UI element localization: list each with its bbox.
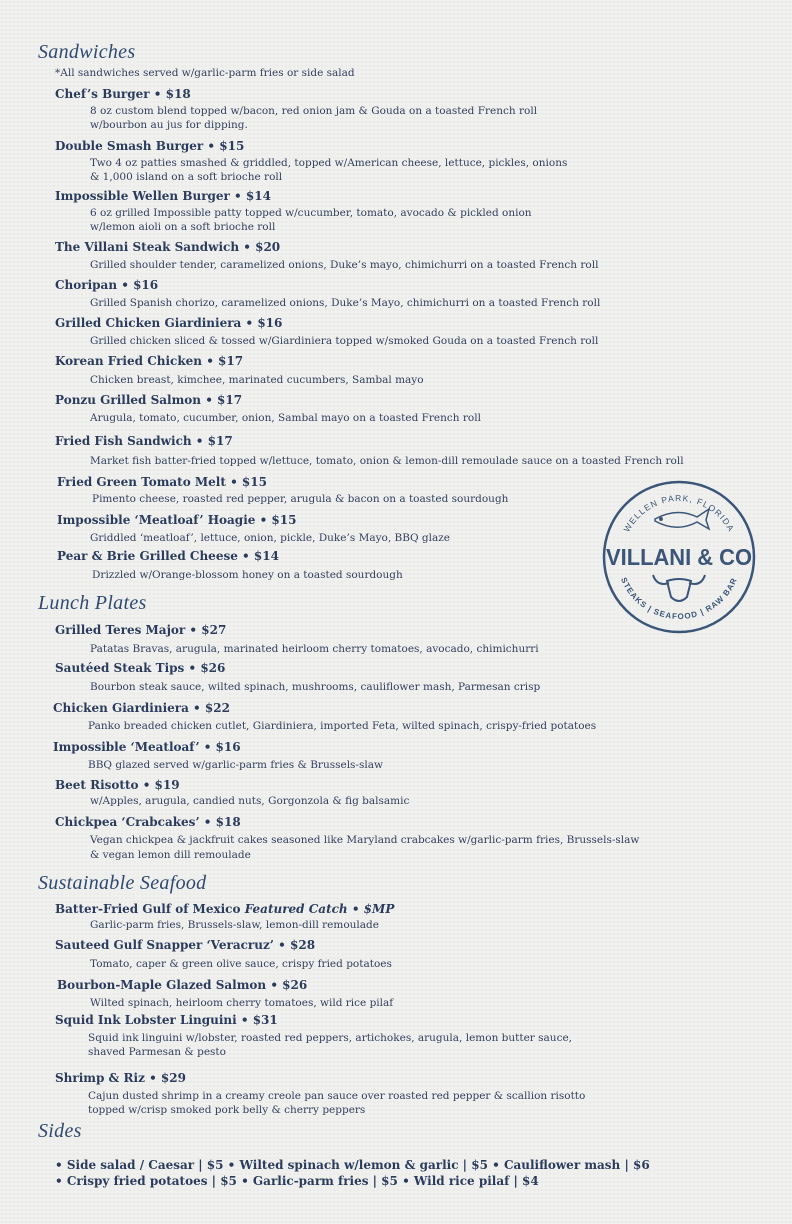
menu-item-desc: w/Apples, arugula, candied nuts, Gorgonzola & fig balsamic: [90, 795, 410, 807]
menu-item-desc: w/bourbon au jus for dipping.: [90, 119, 248, 131]
menu-item-name-italic: Featured Catch • $MP: [244, 902, 395, 916]
menu-item-name: Ponzu Grilled Salmon • $17: [55, 393, 243, 407]
menu-item-name: Bourbon-Maple Glazed Salmon • $26: [57, 978, 308, 992]
logo-badge: [601, 479, 757, 635]
menu-item-desc: Cajun dusted shrimp in a creamy creole pan sauce over roasted red pepper & scallion risotto: [88, 1090, 586, 1102]
menu-item-desc: Grilled chicken sliced & tossed w/Giardiniera topped w/smoked Gouda on a toasted French roll: [90, 335, 599, 347]
sides-line: • Side salad / Caesar | $5 • Wilted spinach w/lemon & garlic | $5 • Cauliflower mash | $6: [55, 1158, 650, 1172]
menu-item-desc: Wilted spinach, heirloom cherry tomatoes, wild rice pilaf: [90, 997, 394, 1009]
menu-item-desc: 6 oz grilled Impossible patty topped w/cucumber, tomato, avocado & pickled onion: [90, 207, 532, 219]
menu-item-name: The Villani Steak Sandwich • $20: [55, 240, 281, 254]
menu-item-desc: Griddled ‘meatloaf’, lettuce, onion, pickle, Duke’s Mayo, BBQ glaze: [90, 532, 450, 544]
fish-icon: [655, 509, 709, 529]
menu-item-desc: Pimento cheese, roasted red pepper, arugula & bacon on a toasted sourdough: [92, 493, 509, 505]
menu-item-desc: Bourbon steak sauce, wilted spinach, mushrooms, cauliflower mash, Parmesan crisp: [90, 681, 541, 693]
menu-item-name: Korean Fried Chicken • $17: [55, 354, 244, 368]
menu-item-name: Chickpea ‘Crabcakes’ • $18: [55, 815, 241, 829]
menu-item-name: [55, 902, 394, 916]
menu-item-desc: 8 oz custom blend topped w/bacon, red onion jam & Gouda on a toasted French roll: [90, 105, 538, 117]
menu-item-desc: Grilled Spanish chorizo, caramelized onions, Duke’s Mayo, chimichurri on a toasted French roll: [90, 297, 601, 309]
menu-item-desc: BBQ glazed served w/garlic-parm fries & Brussels-slaw: [88, 759, 383, 771]
section-title-lunch-plates: Lunch Plates: [38, 592, 147, 614]
section-title-sides: Sides: [38, 1120, 82, 1142]
menu-item-name: Sauteed Gulf Snapper ‘Veracruz’ • $28: [55, 938, 316, 952]
menu-item-name: Fried Green Tomato Melt • $15: [57, 475, 267, 489]
menu-item-desc: Drizzled w/Orange-blossom honey on a toasted sourdough: [92, 569, 403, 581]
menu-item-desc: Patatas Bravas, arugula, marinated heirloom cherry tomatoes, avocado, chimichurri: [90, 643, 539, 655]
menu-item-name: Grilled Teres Major • $27: [55, 623, 227, 637]
logo-bottom-arc-text: STEAKS | SEAFOOD | RAW BAR: [619, 576, 739, 622]
menu-item-name: Impossible ‘Meatloaf’ Hoagie • $15: [57, 513, 297, 527]
menu-item-desc: Two 4 oz patties smashed & griddled, topped w/American cheese, lettuce, pickles, onions: [90, 157, 568, 169]
section-title-sandwiches: Sandwiches: [38, 41, 136, 63]
menu-item-desc: Grilled shoulder tender, caramelized onions, Duke’s mayo, chimichurri on a toasted French roll: [90, 259, 599, 271]
menu-item-name: Fried Fish Sandwich • $17: [55, 434, 233, 448]
menu-item-desc: Tomato, caper & green olive sauce, crispy fried potatoes: [90, 958, 392, 970]
menu-item-name: Sautéed Steak Tips • $26: [55, 661, 226, 675]
menu-item-desc: Arugula, tomato, cucumber, onion, Sambal mayo on a toasted French roll: [90, 412, 481, 424]
menu-item-name: Chicken Giardiniera • $22: [53, 701, 230, 715]
menu-item-desc: Panko breaded chicken cutlet, Giardiniera, imported Feta, wilted spinach, crispy-fried potatoes: [88, 720, 597, 732]
menu-item-name: Double Smash Burger • $15: [55, 139, 245, 153]
menu-item-name: Impossible ‘Meatloaf’ • $16: [53, 740, 241, 754]
bull-head-icon: [653, 575, 705, 601]
menu-item-name-main: Batter-Fried Gulf of Mexico: [55, 902, 241, 916]
menu-item-name: Beet Risotto • $19: [55, 778, 180, 792]
menu-item-desc: & vegan lemon dill remoulade: [90, 849, 251, 861]
menu-item-desc: Garlic-parm fries, Brussels-slaw, lemon-dill remoulade: [90, 919, 379, 931]
menu-item-name: Shrimp & Riz • $29: [55, 1071, 186, 1085]
restaurant-logo: [601, 479, 757, 639]
menu-item-desc: Chicken breast, kimchee, marinated cucumbers, Sambal mayo: [90, 374, 424, 386]
menu-item-name: Pear & Brie Grilled Cheese • $14: [57, 549, 279, 563]
menu-item-desc: Vegan chickpea & jackfruit cakes seasoned like Maryland crabcakes w/garlic-parm fries, Brussels-slaw: [90, 834, 640, 846]
menu-item-name: Choripan • $16: [55, 278, 159, 292]
menu-item-name: Squid Ink Lobster Linguini • $31: [55, 1013, 278, 1027]
logo-name: VILLANI & CO: [606, 544, 752, 570]
menu-item-desc: Squid ink linguini w/lobster, roasted red peppers, artichokes, arugula, lemon butter sauce,: [88, 1032, 572, 1044]
sandwiches-note: *All sandwiches served w/garlic-parm fries or side salad: [55, 67, 355, 79]
menu-item-name: Grilled Chicken Giardiniera • $16: [55, 316, 283, 330]
menu-item-desc: w/lemon aioli on a soft brioche roll: [90, 221, 276, 233]
section-title-seafood: Sustainable Seafood: [38, 872, 207, 894]
logo-top-arc-text: WELLEN PARK, FLORIDA: [621, 492, 737, 534]
menu-item-name: Chef’s Burger • $18: [55, 87, 191, 101]
menu-item-name: Impossible Wellen Burger • $14: [55, 189, 271, 203]
menu-item-desc: topped w/crisp smoked pork belly & cherry peppers: [88, 1104, 366, 1116]
sides-line: • Crispy fried potatoes | $5 • Garlic-parm fries | $5 • Wild rice pilaf | $4: [55, 1174, 539, 1188]
menu-item-desc: & 1,000 island on a soft brioche roll: [90, 171, 283, 183]
menu-item-desc: Market fish batter-fried topped w/lettuce, tomato, onion & lemon-dill remoulade sauce on a toasted French roll: [90, 455, 684, 467]
menu-item-desc: shaved Parmesan & pesto: [88, 1046, 226, 1058]
